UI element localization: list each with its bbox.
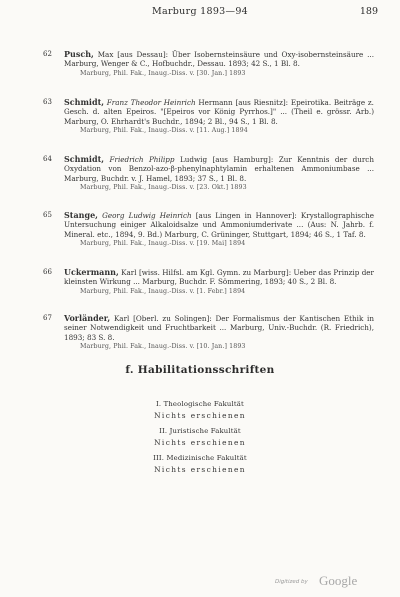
entry-number: 64 [43,155,52,163]
entry-firstnames: Georg Ludwig Heinrich [102,211,192,220]
page-number: 189 [359,6,378,17]
entry-title: [aus Lingen in Hannover]: Krystallographische Untersuchung einiger Alkaloidsalze und Ammoniumderivate ... (Aus: N. Jahrb. f. Mineral. etc., 1894, 9. Bd.) [64,211,374,239]
faculty-note: Nichts erschienen [154,411,246,420]
entry-title: [Oberl. zu Solingen]: Der Formalismus der Kantischen Ethik in seiner Notwendigkeit und Fruchtbarkeit ... [64,314,374,333]
entry-body [64,50,374,78]
entry-number: 62 [43,50,52,58]
google-logo: Google [319,573,358,588]
entry-title: Ludwig [aus Hamburg]: Zur Kenntnis der durch Oxydation von Benzol-azo-β-phenylnaphtylamin erhaltenen Ammoniumbase ... [64,155,374,174]
entry-title: [wiss. Hilfsl. am Kgl. Gymn. zu Marburg]: Ueber das Prinzip der kleinsten Wirkung ... [64,268,374,287]
watermark-prefix: Digitized by [275,579,308,585]
entry-title: [aus Dessau]: Über Isobernsteinsäure und Oxy-isobernsteinsäure ... [117,50,374,59]
entry-publisher: Marburg, Wenger & C., Hofbuchdr., Dessau. 1893; 42 S., 1 Bl. 8. [64,59,300,69]
entry-firstnames: Karl [121,268,137,277]
entry-firstnames: Franz Theodor Heinrich [106,98,196,107]
entry-body [64,155,374,193]
entry-number: 63 [43,98,52,106]
page-header [0,4,400,20]
faculty-heading: I. Theologische Fakultät [156,400,244,408]
entry-dissertation: Marburg, Phil. Fak., Inaug.-Diss. v. [19. Mai] 1894 [80,240,246,248]
entry-body [64,211,374,249]
section-title: f. Habilitationsschriften [125,364,275,376]
entry-body [64,268,374,296]
entry-dissertation: Marburg, Phil. Fak., Inaug.-Diss. v. [11. Aug.] 1894 [80,127,248,135]
entry-surname: Schmidt, [64,97,105,107]
faculty-note: Nichts erschienen [154,438,246,447]
entry-surname: Stange, [64,210,98,220]
entry-surname: Vorländer, [64,313,111,323]
entry-dissertation: Marburg, Phil. Fak., Inaug.-Diss. v. [30. Jan.] 1893 [80,69,246,77]
entry-number: 65 [43,211,52,219]
entry-title: Hermann [aus Riesnitz]: Epeirotika. Beiträge z. Gesch. d. alten Epeiros. "[Epeiros vor König Pyrrhos.]" ... (Theil e. grössr. Arb.) [64,98,374,117]
entry-body [64,98,374,136]
entry-dissertation: Marburg, Phil. Fak., Inaug.-Diss. v. [10. Jan.] 1893 [80,343,246,351]
entry-publisher: Marburg, Univ.-Buchdr. (R. Friedrich), 1893; 83 S. 8. [64,323,374,342]
entry-number: 67 [43,314,52,322]
running-title: Marburg 1893—94 [151,6,249,17]
entry-number: 66 [43,268,52,276]
entry-surname: Schmidt, [64,154,105,164]
faculty-heading: III. Medizinische Fakultät [153,454,247,462]
google-watermark [275,573,385,589]
entry-firstnames: Karl [113,314,130,323]
entry-publisher: Marburg, O. Ehrhardt's Buchdr., 1894; 2 Bl., 94 S., 1 Bl. 8. [64,116,278,126]
entry-surname: Uckermann, [64,267,119,277]
entry-surname: Pusch, [64,49,94,59]
entry-firstnames: Friedrich Philipp [109,155,175,164]
entry-firstnames: Max [97,50,114,59]
faculty-note: Nichts erschienen [154,465,246,474]
entry-publisher: Marburg, Buchdr. F. Sömmering, 1893; 40 S., 2 Bl. 8. [142,277,337,287]
entry-publisher: Marburg, C. Grüninger, Stuttgart, 1894; 46 S., 1 Taf. 8. [164,229,366,239]
entry-dissertation: Marburg, Phil. Fak., Inaug.-Diss. v. [23. Okt.] 1893 [80,184,247,192]
faculty-heading: II. Juristische Fakultät [159,427,241,435]
entry-dissertation: Marburg, Phil. Fak., Inaug.-Diss. v. [1. Febr.] 1894 [80,287,246,295]
entry-body [64,314,374,352]
entry-publisher: Marburg, Buchdr. v. J. Hamel, 1893; 37 S., 1 Bl. 8. [64,173,247,183]
